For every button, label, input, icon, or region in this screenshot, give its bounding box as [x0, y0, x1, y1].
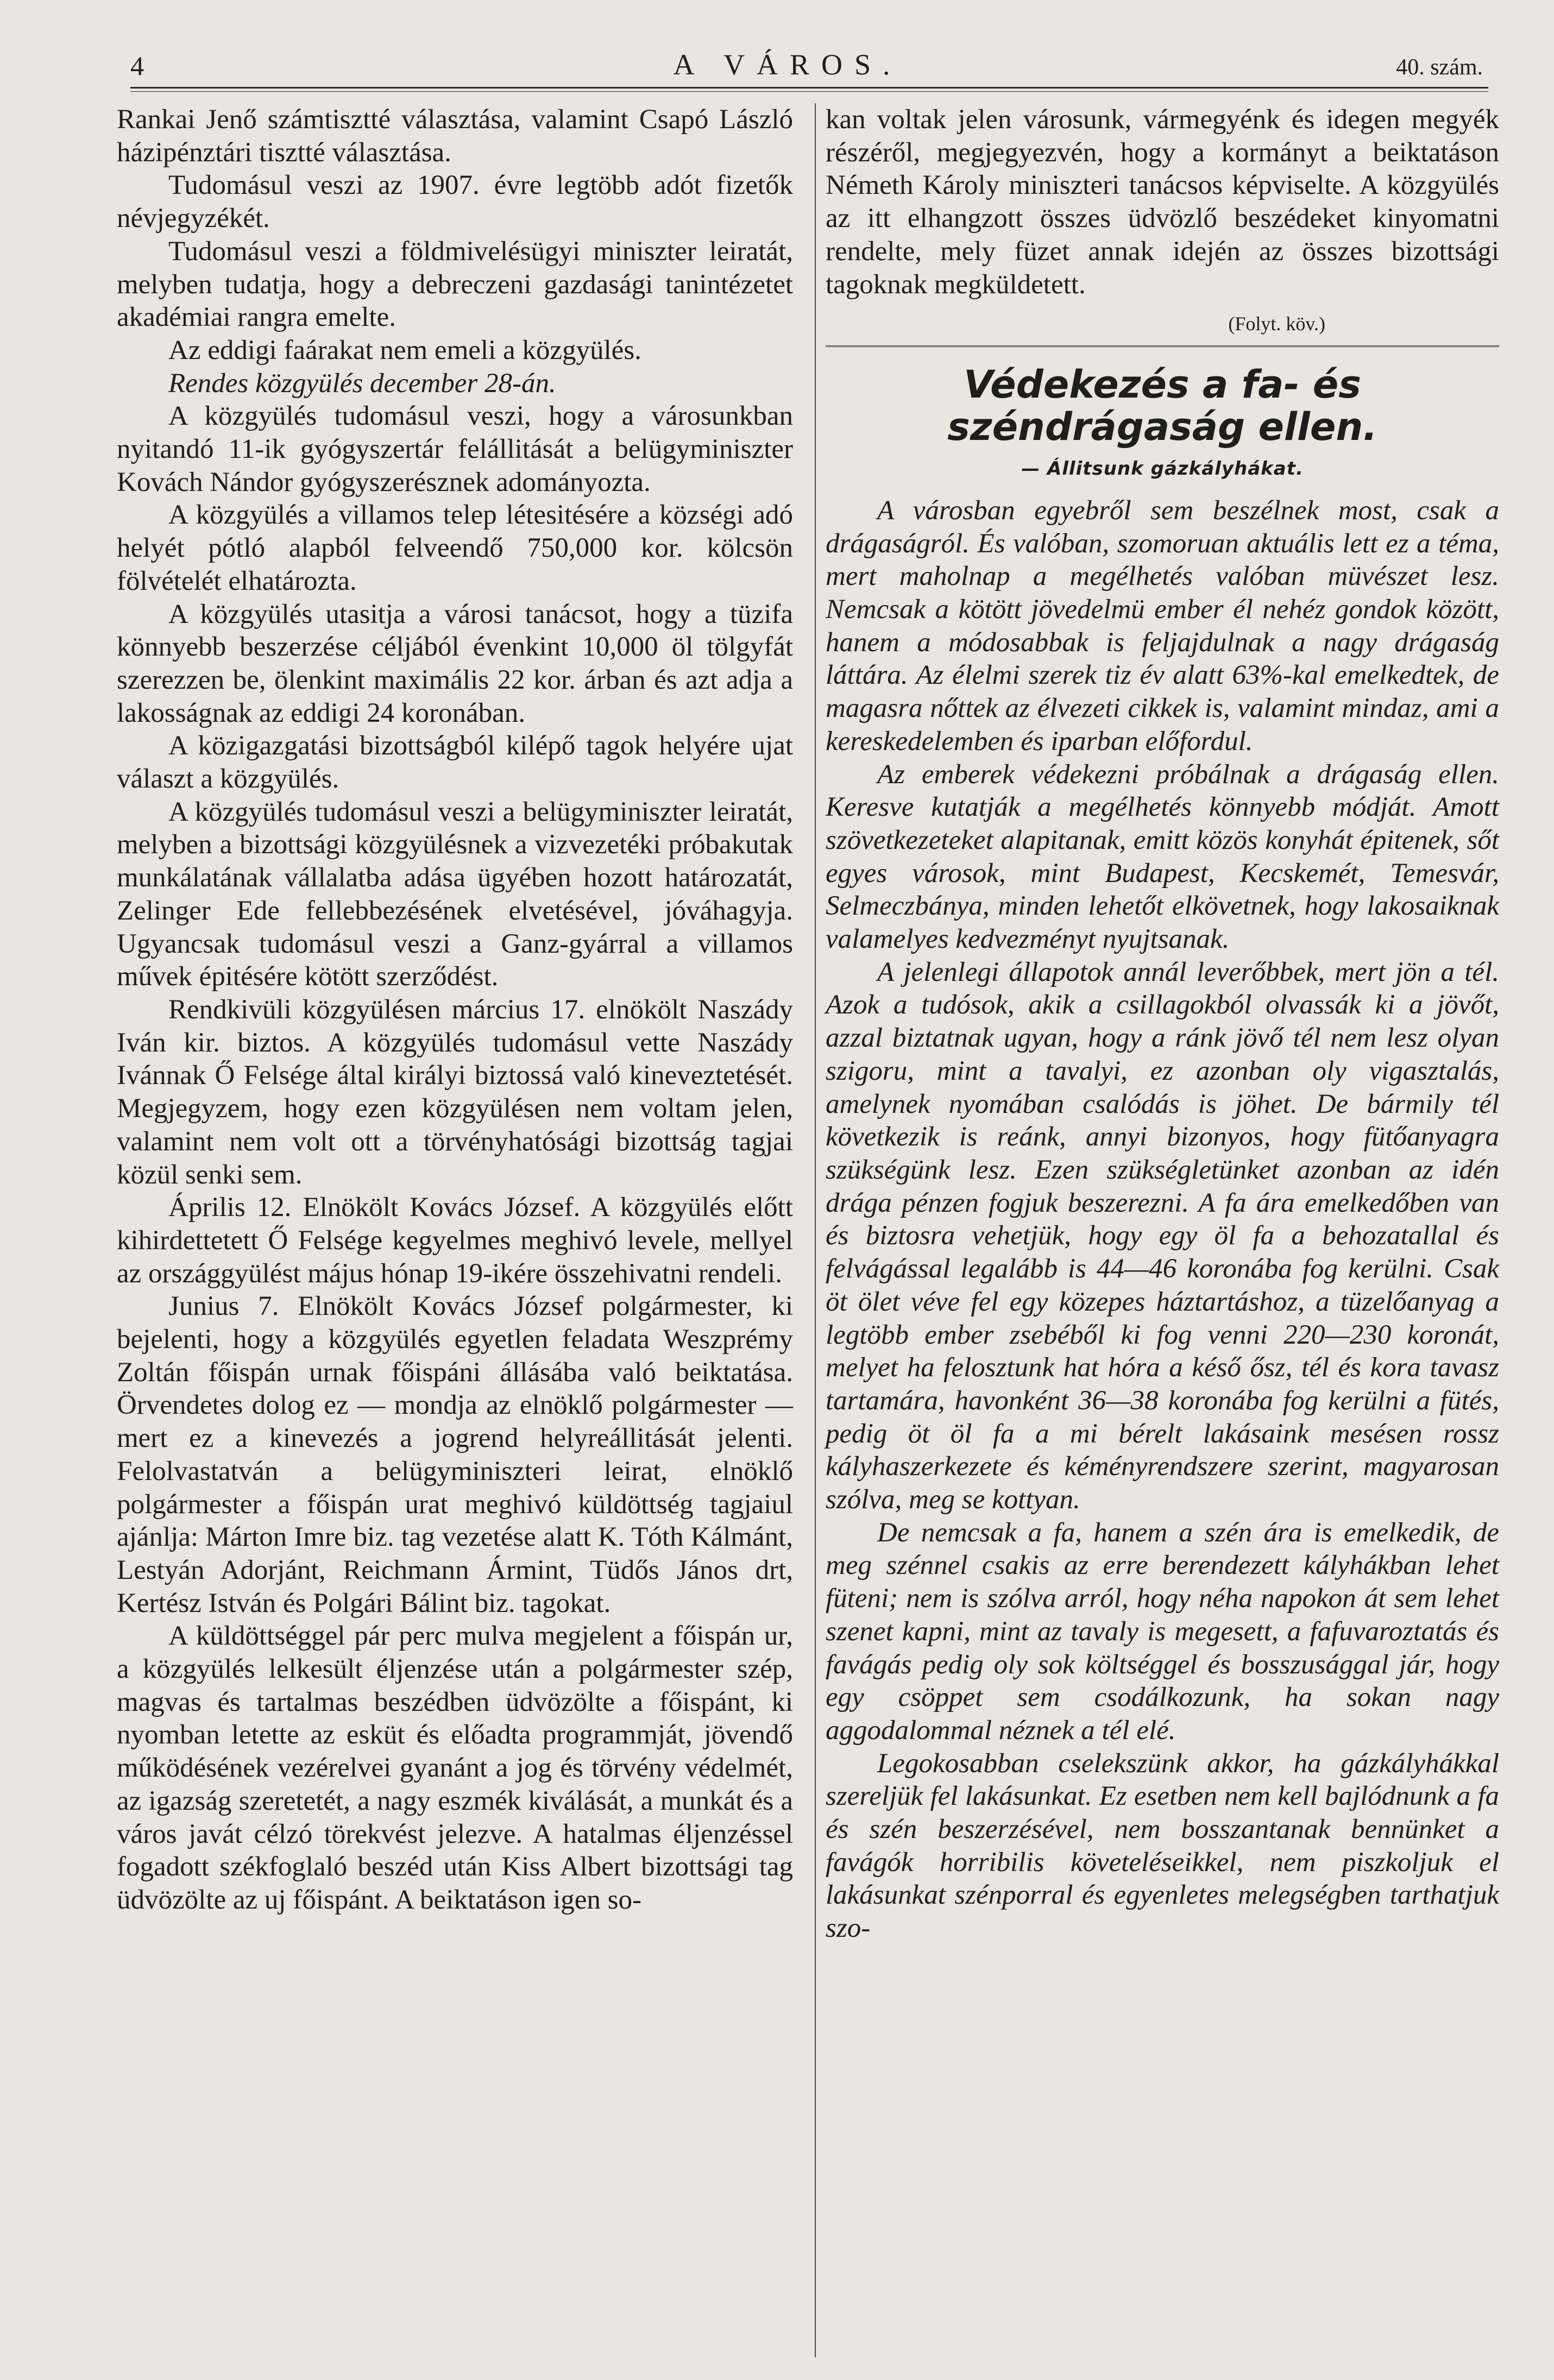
paragraph: Rankai Jenő számtisztté választása, valamint Csapó László házipénztári tisztté választása. — [117, 104, 793, 168]
paragraph: Rendkivüli közgyülésen március 17. elnökölt Naszády Iván kir. biztos. A közgyülés tudomásul vette Naszády Ivánnak Ő Felsége által királyi biztossá való kineveztetését. Megjegyzem, hogy ezen közgyülésen nem voltam jelen, valamint nem volt ott a törvényhatósági bizottság tagjai közül senki sem. — [117, 994, 793, 1190]
continued-note: (Folyt. köv.) — [1228, 313, 1325, 335]
paragraph: A közgyülés utasitja a városi tanácsot, hogy a tüzifa könnyebb beszerzése céljából évenkint 10,000 öl tölgyfát szerezzen be, ölenkint maximális 22 kor. árban és azt adja a lakosságnak az eddigi 24 koronában. — [117, 599, 793, 728]
paragraph: Az eddigi faárakat nem emeli a közgyülés. — [168, 335, 641, 366]
issue-number: 40. szám. — [1396, 55, 1483, 80]
paragraph: Az emberek védekezni próbálnak a drágaság ellen. Keresve kutatják a megélhetés könnyebb módját. Amott szövetkezeteket alapitanak, emitt közös konyhát épitenek, sőt egyes városok, mint Budapest, Kecskemét, Temesvár, Selmeczbánya, minden lehetőt elkövetnek, hogy lakosaiknak valamelyes kedvezményt nyujtsanak. — [826, 759, 1499, 955]
paragraph: Április 12. Elnökölt Kovács József. A közgyülés előtt kihirdettetett Ő Felsége kegyelmes meghivó levele, mellyel az országgyülést május hónap 19-ikére összehivatni rendeli. — [117, 1192, 793, 1289]
article-title: Védekezés a fa- és széndrágaság ellen. — [947, 362, 1377, 450]
paragraph: A küldöttséggel pár perc mulva megjelent a főispán ur, a közgyülés lelkesült éljenzése után a polgármester szép, magvas és tartalmas beszédben üdvözölte a főispánt, ki nyomban letette az esküt és előadta programmját, jövendő működésének vezérelvei gyanánt a jog és törvény védelmét, az igazság szeretetét, a nagy eszmék kiválását, a munkát és a város javát célzó törekvést jelezve. A hatalmas éljenzéssel fogadott székfoglaló beszéd után Kiss Albert bizottsági tag üdvözölte az uj főispánt. A beiktatáson igen so- — [117, 1621, 793, 1915]
left-column — [117, 103, 793, 1917]
article-body — [826, 494, 1499, 1945]
paragraph: Rendes közgyülés december 28-án. — [168, 368, 556, 399]
column-separator — [815, 103, 816, 2357]
paragraph: Tudomásul veszi a földmivelésügyi miniszter leiratát, melyben tudatja, hogy a debreczeni gazdasági tanintézetet akadémiai rangra emelte. — [117, 236, 793, 333]
paragraph: A közgyülés tudomásul veszi, hogy a városunkban nyitandó 11-ik gyógyszertár felállitását a belügyminiszter Kovách Nándor gyógyszerésznek adományozta. — [117, 401, 793, 498]
right-column — [826, 103, 1499, 1945]
paragraph: A közgyülés a villamos telep létesitésére a községi adó helyét pótló alapból felveendő 750,000 kor. kölcsön fölvételét elhatározta. — [117, 500, 793, 596]
page-number: 4 — [130, 51, 144, 81]
paragraph: Tudomásul veszi az 1907. évre legtöbb adót fizetők névjegyzékét. — [117, 170, 793, 234]
article-byline: — Állitsunk gázkályhákat. — [1021, 458, 1304, 480]
paragraph: De nemcsak a fa, hanem a szén ára is emelkedik, de meg szénnel csakis az erre berendezett kályhákban lehet füteni; nem is szólva arról, hogy néha napokon át sem lehet szenet kapni, mint az tavaly is megesett, a fafuvaroztatás és favágás pedig oly sok költséggel és bosszusággal jár, hogy egy csöppet sem csodálkozunk, ha sokan nagy aggodalommal néznek a tél elé. — [826, 1517, 1499, 1746]
paragraph: A közgyülés tudomásul veszi a belügyminiszter leiratát, melyben a bizottsági közgyülésnek a vizvezetéki próbakutak munkálatának vállalatba adása ügyében hozott határozatát, Zelinger Ede fellebbezésének elvetésével, jóváhagyja. Ugyancsak tudomásul veszi a Ganz-gyárral a villamos művek épitésére kötött szerződést. — [117, 796, 793, 992]
paragraph: Legokosabban cselekszünk akkor, ha gázkályhákkal szereljük fel lakásunkat. Ez esetben nem kell bajlódnunk a fa és szén beszerzésével, nem bosszantanak bennünket a favágók horribilis követeléseikkel, nem piszkoljuk el lakásunkat szénporral és egyenletes melegségben tarthatjuk szo- — [826, 1748, 1499, 1944]
header-rule — [130, 87, 1488, 89]
article — [826, 363, 1499, 1945]
paragraph: A városban egyebről sem beszélnek most, csak a drágaságról. És valóban, szomoruan aktuális lett ez a téma, mert maholnap a megélhetés valóban müvészet lesz. Nemcsak a kötött jövedelmü ember él nehéz gondok között, hanem a módosabbak is feljajdulnak a nagy drágaság láttára. Az élelmi szerek tiz év alatt 63%-kal emelkedtek, de magasra nőttek az élvezeti cikkek is, valamint mindaz, ami a kereskedelemben és iparban előfordul. — [826, 495, 1499, 757]
page-header — [87, 33, 1488, 92]
right-column-continuation — [826, 103, 1499, 301]
paragraph: A közigazgatási bizottságból kilépő tagok helyére ujat választ a közgyülés. — [117, 731, 793, 795]
paragraph: Junius 7. Elnökölt Kovács József polgármester, ki bejelenti, hogy a közgyülés egyetlen feladata Weszprémy Zoltán főispán urnak főispáni állásába való beiktatása. Örvendetes dolog ez — mondja az elnöklő polgármester — mert ez a kinevezés a jogrend helyreállitását jelenti. Felolvastatván a belügyminiszteri leirat, elnöklő polgármester a főispán urat meghivó küldöttség tagjaiul ajánlja: Márton Imre biz. tag vezetése alatt K. Tóth Kálmánt, Lestyán Adorjánt, Reichmann Ármint, Tüdős János drt, Kertész István és Polgári Bálint biz. tagokat. — [117, 1291, 793, 1619]
paragraph: A jelenlegi állapotok annál leverőbbek, mert jön a tél. Azok a tudósok, akik a csillagokból olvassák ki a jövőt, azzal biztatnak ugyan, hogy a ránk jövő tél nem lesz olyan szigoru, mint a tavalyi, ez azonban oly vigasztalás, amelynek nyomában csalódás is jöhet. De bármily tél következik is reánk, annyi bizonyos, hogy fütőanyagra szükségünk lesz. Ezen szükségletünket azonban az idén drága pénzen fogjuk beszerezni. A fa ára emelkedőben van és biztosra vehetjük, hogy egy öl fa a behozatallal és felvágással legalább is 44—46 koronába fog kerülni. Csak öt ölet véve fel egy közepes háztartáshoz, a tüzelőanyag a legtöbb ember zsebéből ki fog venni 220—230 koronát, melyet ha felosztunk hat hóra a késő ősz, tél és kora tavasz tartamára, havonként 36—38 koronába fog kerülni a fütés, pedig öt öl fa a mi bérelt lakásaink mesésen rossz kályhaszerkezete és kéményrendszere szerint, magyarosan szólva, meg se kottyan. — [826, 956, 1499, 1515]
section-divider — [826, 345, 1499, 347]
paragraph: kan voltak jelen városunk, vármegyénk és idegen megyék részéről, megjegyezvén, hogy a kormányt a beiktatáson Németh Károly miniszteri tanácsos képviselte. A közgyülés az itt elhangzott összes üdvözlő beszédeket kinyomatni rendelte, mely füzet annak idején az összes bizottsági tagoknak megküldetett. — [826, 104, 1499, 300]
publication-title: A VÁROS. — [673, 48, 902, 81]
header-rule-thin — [130, 91, 1488, 92]
